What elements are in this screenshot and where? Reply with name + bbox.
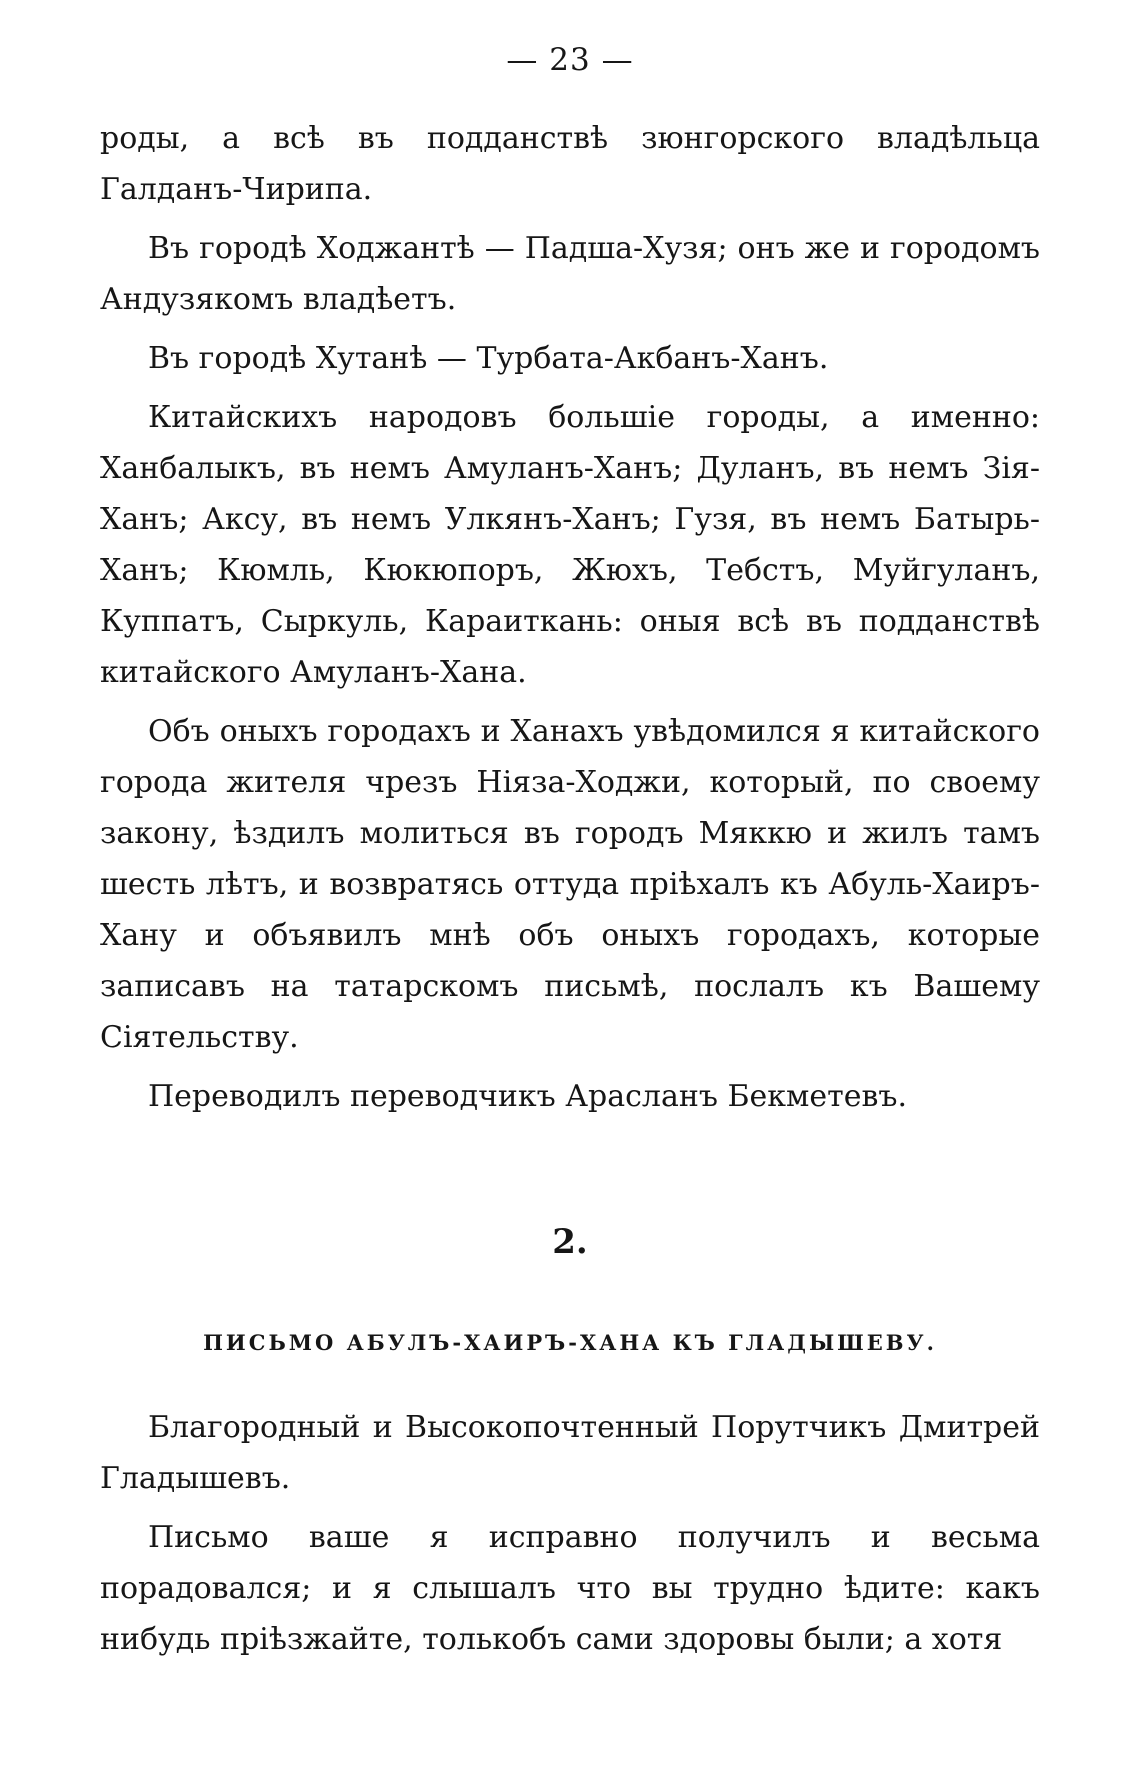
paragraph: Въ городѣ Ходжантѣ — Падша-Хузя; онъ же и городомъ Андузякомъ владѣетъ. (100, 231, 1040, 317)
section-heading: ПИСЬМО АБУЛЪ-ХАИРЪ-ХАНА КЪ ГЛАДЫШЕВУ. (203, 1330, 937, 1355)
section-number: 2. (552, 1222, 588, 1262)
paragraph: роды, а всѣ въ подданствѣ зюнгорского владѣльца Галданъ-Чирипа. (100, 121, 1040, 207)
page-number: — 23 — (506, 42, 634, 78)
letter-salutation: Благородный и Высокопочтенный Порутчикъ Дмитрей Гладышевъ. (100, 1410, 1040, 1496)
main-text (100, 113, 1040, 1122)
paragraph: Письмо ваше я исправно получилъ и весьма порадовался; и я слышалъ что вы трудно ѣдите: какъ нибудь пріѣзжайте, толькобъ сами здоровы были; а хотя (100, 1520, 1040, 1657)
paragraph: Китайскихъ народовъ большіе городы, а именно: Ханбалыкъ, въ немъ Амуланъ-Ханъ; Дуланъ, въ немъ Зія-Ханъ; Аксу, въ немъ Улкянъ-Ханъ; Гузя, въ немъ Батырь-Ханъ; Кюмль, Кюкюпоръ, Жюхъ, Тебстъ, Муйгуланъ, Куппатъ, Сыркуль, Караиткань: оныя всѣ въ подданствѣ китайского Амуланъ-Хана. (100, 400, 1040, 690)
translator-note: Переводилъ переводчикъ Арасланъ Бекметевъ. (148, 1079, 907, 1114)
paragraph: Объ оныхъ городахъ и Ханахъ увѣдомился я китайского города жителя чрезъ Ніяза-Ходжи, который, по своему закону, ѣздилъ молиться въ городъ Мяккю и жилъ тамъ шесть лѣтъ, и возвратясь оттуда пріѣхалъ къ Абуль-Хаиръ-Хану и объявилъ мнѣ объ оныхъ городахъ, которые записавъ на татарскомъ письмѣ, послалъ къ Вашему Сіятельству. (100, 714, 1040, 1055)
paragraph: Въ городѣ Хутанѣ — Турбата-Акбанъ-Ханъ. (148, 341, 829, 376)
letter-text (100, 1402, 1040, 1665)
